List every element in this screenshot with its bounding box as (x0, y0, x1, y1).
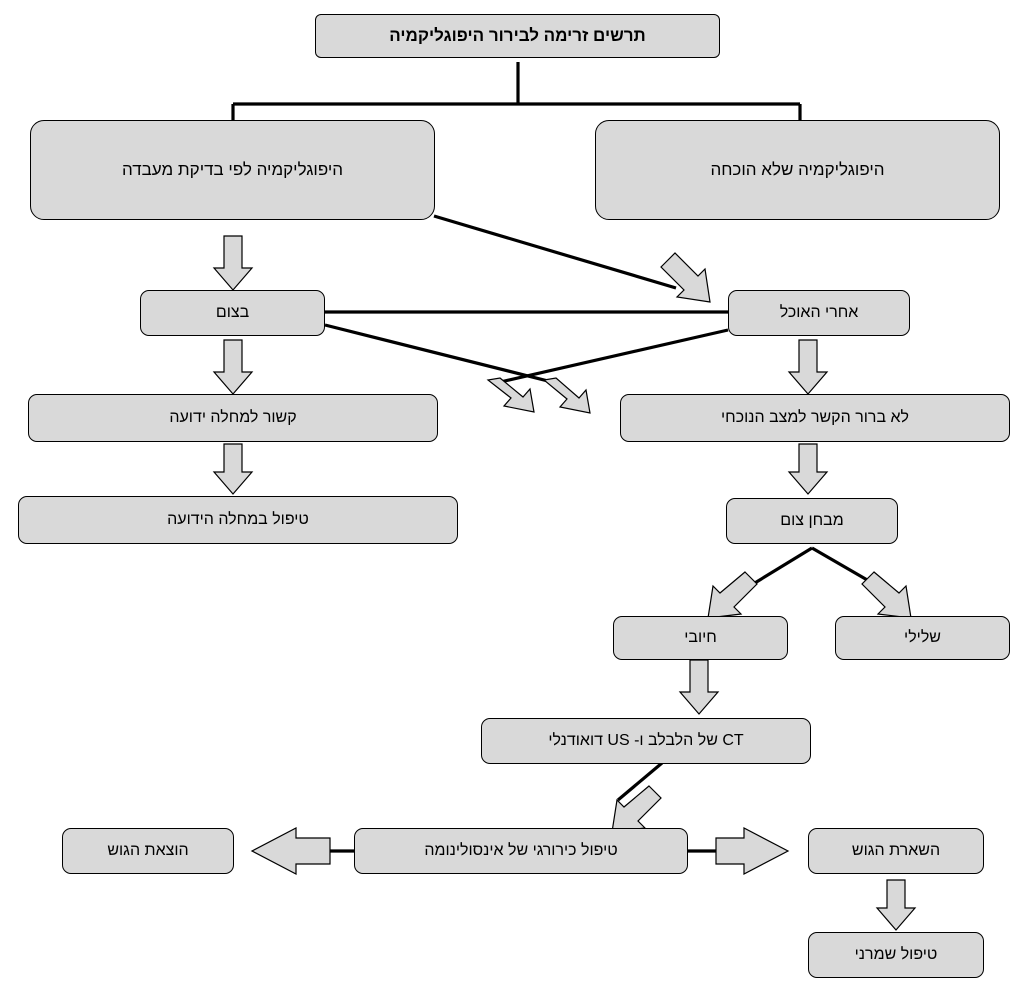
arrow-unclear-to-fasttest (789, 444, 827, 494)
node-mass-removal-label: הוצאת הגוש (107, 841, 189, 859)
arrow-surgery-to-remaining (716, 828, 788, 874)
arrow-cross-to-unclear (544, 378, 590, 413)
node-fasting (140, 290, 325, 336)
node-mass-removal (62, 828, 234, 874)
connector-imaging-to-surgery (618, 763, 662, 800)
node-not-proven-label: היפוגליקמיה שלא הוכחה (710, 160, 885, 180)
connector-fasttest-to-negative (812, 548, 888, 592)
node-positive-label: חיובי (684, 628, 717, 646)
node-positive (613, 616, 788, 660)
arrow-lab-to-fasting (214, 236, 252, 290)
node-surgery-insulinoma-label: טיפול כירורגי של אינסולינומה (424, 841, 618, 859)
node-post-meal (728, 290, 910, 336)
connector-fasttest-to-positive (740, 548, 812, 592)
node-unclear-link-label: לא ברור הקשר למצב הנוכחי (721, 408, 909, 426)
arrow-surgery-to-removal (252, 828, 330, 874)
arrow-imaging-to-surgery (612, 786, 661, 832)
arrow-positive-to-imaging (680, 660, 718, 714)
node-imaging (481, 718, 811, 764)
node-conservative-treatment-label: טיפול שמרני (854, 945, 938, 963)
node-negative (835, 616, 1010, 660)
arrow-fasttest-to-negative (862, 572, 911, 618)
node-known-disease-link (28, 394, 438, 442)
arrow-fasttest-to-positive (708, 572, 757, 618)
node-treat-known-disease (18, 496, 458, 544)
node-title (315, 14, 720, 58)
arrow-knownlink-to-treatknown (214, 444, 252, 494)
node-title-label: תרשים זרימה לבירור היפוגליקמיה (389, 26, 646, 46)
arrow-lab-to-postmeal (661, 253, 710, 302)
node-mass-retained (808, 828, 984, 874)
node-lab-hypoglycemia-label: היפוגליקמיה לפי בדיקת מעבדה (121, 160, 344, 180)
node-fasting-label: בצום (215, 303, 250, 321)
node-known-disease-link-label: קשור למחלה ידועה (169, 408, 297, 426)
node-not-proven (595, 120, 1000, 220)
node-negative-label: שלילי (904, 628, 941, 646)
arrow-fasting-to-knownlink (214, 340, 252, 394)
connector-lab-to-postmeal (434, 216, 676, 288)
arrow-postmeal-to-unclear (789, 340, 827, 394)
node-lab-hypoglycemia (30, 120, 435, 220)
arrow-remaining-to-conservative (877, 880, 915, 930)
node-unclear-link (620, 394, 1010, 442)
node-treat-known-disease-label: טיפול במחלה הידועה (167, 510, 309, 528)
node-fasting-test (726, 498, 898, 544)
node-mass-retained-label: השארת הגוש (851, 841, 941, 859)
node-imaging-label: CT של הלבלב ו- US דואודנלי (548, 731, 744, 749)
node-surgery-insulinoma (354, 828, 688, 874)
node-conservative-treatment (808, 932, 984, 978)
connector-fasting-to-unclear (325, 325, 556, 383)
arrow-cross-to-knownlink (488, 378, 534, 412)
node-fasting-test-label: מבחן צום (780, 511, 844, 529)
connector-postmeal-to-knownlink (496, 330, 728, 383)
node-post-meal-label: אחרי האוכל (779, 303, 859, 321)
